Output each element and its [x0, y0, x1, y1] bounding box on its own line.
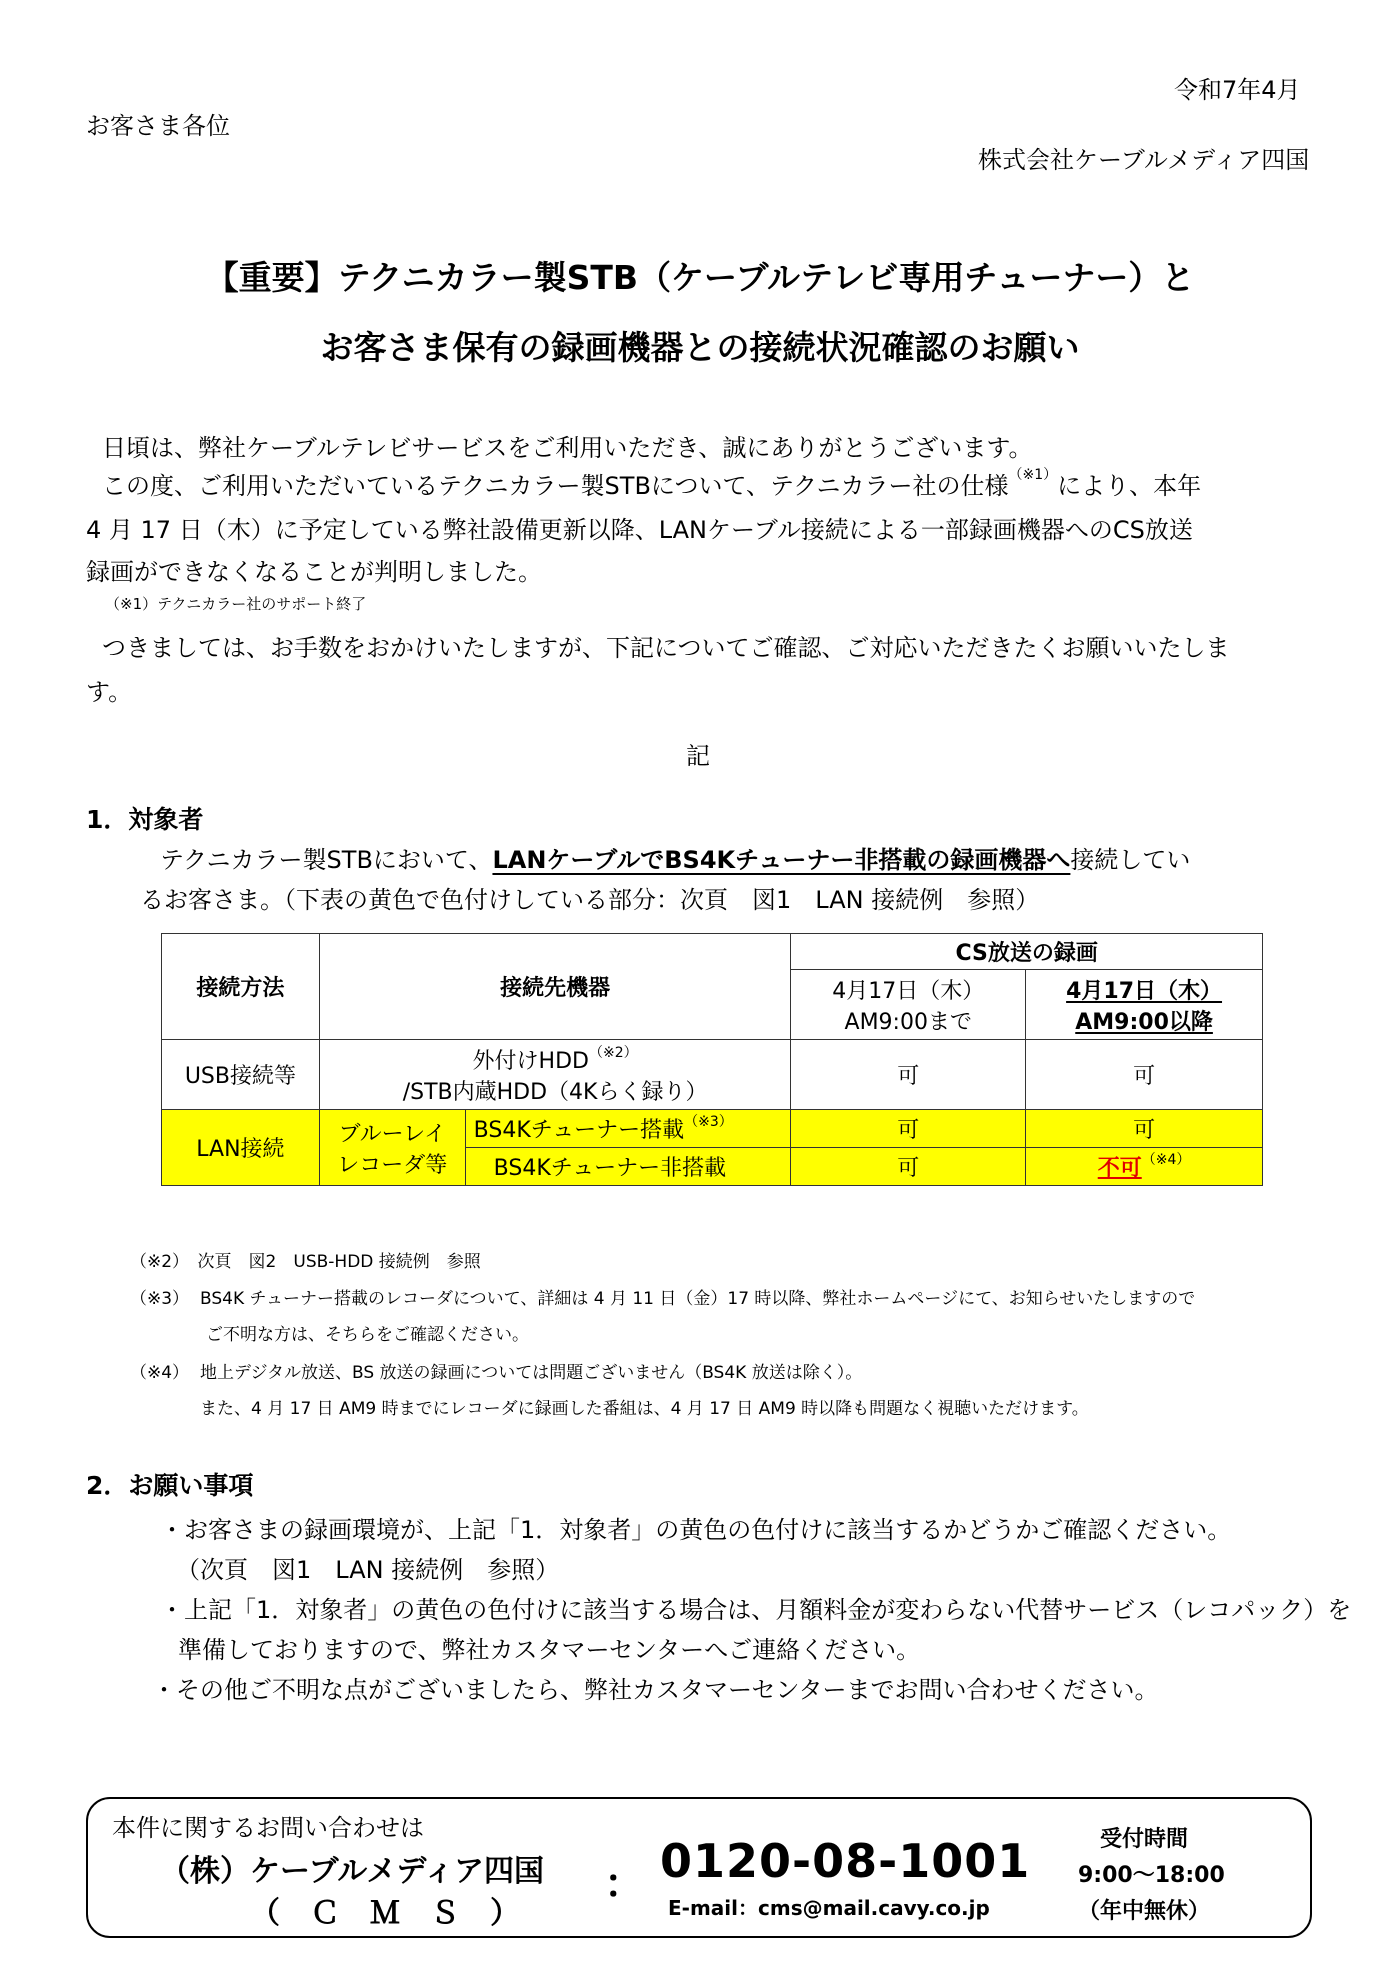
row-bs4k-before: 可 [791, 1110, 1026, 1148]
request-item-2-line2: 準備しておりますので、弊社カスタマーセンターへご連絡ください。 [178, 1636, 921, 1664]
section1-text-line2: るお客さま。（下表の黄色で色付けしている部分：次頁 図1 LAN 接続例 参照） [140, 886, 1040, 914]
header-cs-recording: CS放送の録画 [791, 934, 1263, 970]
note-3-line1: BS4K チューナー搭載のレコーダについて、詳細は 4 月 11 日（金）17 時以降、弊社ホームページにて、お知らせいたしますので [200, 1289, 1196, 1309]
note-4-label: （※4） [130, 1363, 190, 1383]
row-nobs4k-after: 不可$^{(※4)}$ [1026, 1148, 1263, 1186]
intro-greeting: 日頃は、弊社ケーブルテレビサービスをご利用いただき、誠にありがとうございます。 [102, 434, 1033, 462]
document-title-line1: 【重要】テクニカラー製STB（ケーブルテレビ専用チューナー）と [205, 258, 1195, 297]
row-usb-device: 外付け$HDD^{(※2)}$ /STB内蔵HDD（4Kらく録り） [319, 1040, 791, 1110]
note-4-line1: 地上デジタル放送、BS 放送の録画については問題ございません（BS4K 放送は除く）。 [200, 1363, 863, 1383]
header-before: 4月17日（木） AM9:00まで [791, 970, 1026, 1040]
hours-open: （年中無休） [1078, 1899, 1211, 1924]
section2-heading: 2．お願い事項 [86, 1471, 254, 1500]
footnote-1: （※1）テクニカラー社のサポート終了 [105, 595, 367, 613]
row-nobs4k-before: 可 [791, 1148, 1026, 1186]
row-lan-group: ブルーレイ レコーダ等 [319, 1110, 465, 1186]
contact-email[interactable]: E-mail：cms@mail.cavy.co.jp [668, 1896, 990, 1920]
row-usb-before: 可 [791, 1040, 1026, 1110]
note-2: （※2） 次頁 図2 USB-HDD 接続例 参照 [130, 1252, 481, 1272]
row-bs4k-after: 可 [1026, 1110, 1263, 1148]
company-name: 株式会社ケーブルメディア四国 [978, 146, 1310, 174]
document-title-line2: お客さま保有の録画機器との接続状況確認のお願い [320, 328, 1080, 367]
not-available-label: 不可 [1097, 1156, 1142, 1181]
row-nobs4k-device: BS4Kチューナー非搭載 [465, 1148, 791, 1186]
recording-availability-table [161, 933, 1263, 1186]
contact-abbr: （ Ｃ Ｍ Ｓ ） [250, 1896, 520, 1931]
section1-heading: 1．対象者 [86, 805, 204, 834]
request-item-1-line2: （次頁 図1 LAN 接続例 参照） [176, 1556, 560, 1584]
header-after: 4月17日（木） AM9:00以降 [1026, 970, 1263, 1040]
intro-request-line2: す。 [86, 678, 133, 706]
contact-lead: 本件に関するお問い合わせは [112, 1814, 424, 1842]
row-bs4k-device: BS4Kチューナー搭載$^{(※3)}$ [465, 1110, 791, 1148]
intro-notice-line2: 4 月 17 日（木）に予定している弊社設備更新以降、LANケーブル接続による一部録画機器へのCS放送 [86, 516, 1193, 544]
request-item-3: ・その他ご不明な点がございましたら、弊社カスタマーセンターまでお問い合わせください。 [152, 1676, 1159, 1704]
intro-notice-line3: 録画ができなくなることが判明しました。 [86, 558, 542, 586]
row-lan-method: LAN接続 [162, 1110, 320, 1186]
issue-date: 令和7年4月 [1174, 76, 1301, 104]
request-item-2-line1: ・上記「1．対象者」の黄色の色付けに該当する場合は、月額料金が変わらない代替サービス（レコパック）を [160, 1596, 1352, 1624]
row-usb-after: 可 [1026, 1040, 1263, 1110]
hours-label: 受付時間 [1100, 1827, 1189, 1852]
footnote-marker-1: （※1） [1008, 467, 1058, 483]
intro-notice-line1: この度、ご利用いただいているテクニカラー製STBについて、テクニカラー社の仕様$^{(※1)}$により、本年 [102, 467, 1202, 500]
ki-mark: 記 [686, 742, 710, 770]
request-item-1-line1: ・お客さまの録画環境が、上記「1．対象者」の黄色の色付けに該当するかどうかご確認ください。 [160, 1516, 1232, 1544]
note-4-line2: また、4 月 17 日 AM9 時までにレコーダに録画した番組は、4 月 17 日 AM9 時以降も問題なく視聴いただけます。 [200, 1399, 1089, 1419]
header-method: 接続方法 [162, 934, 320, 1040]
intro-request-line1: つきましては、お手数をおかけいたしますが、下記についてご確認、ご対応いただきたくお願いいたしま [102, 634, 1230, 662]
hours-value: 9:00～18:00 [1078, 1863, 1225, 1888]
contact-company: （株）ケーブルメディア四国 [160, 1854, 544, 1889]
recipient: お客さま各位 [86, 112, 230, 140]
contact-phone[interactable]: 0120-08-1001 [660, 1834, 1031, 1888]
note-3-label: （※3） [130, 1289, 190, 1309]
contact-colon: ： [604, 1861, 644, 1907]
note-3-line2: ご不明な方は、そちらをご確認ください。 [206, 1325, 529, 1345]
section1-text-line1: テクニカラー製STBにおいて、LANケーブルでBS4Kチューナー非搭載の録画機器へ接続してい [160, 846, 1191, 874]
target-condition: LANケーブルでBS4Kチューナー非搭載の録画機器へ [492, 846, 1071, 874]
header-device: 接続先機器 [319, 934, 791, 1040]
row-usb-method: USB接続等 [162, 1040, 320, 1110]
